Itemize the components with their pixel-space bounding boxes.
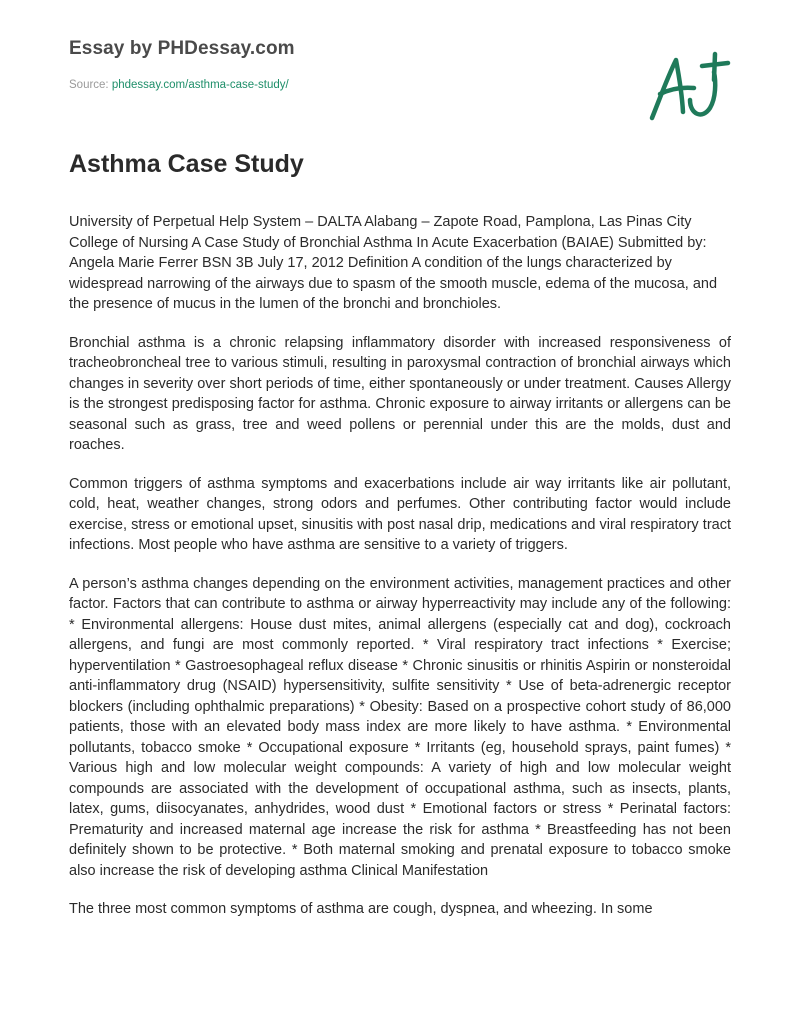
source-line: [69, 79, 289, 91]
paragraph-definition: Bronchial asthma is a chronic relapsing inflammatory disorder with increased responsiveness of tracheobroncheal tree to various stimuli, resulting in paroxysmal contraction of bronchial airways which changes in severity over short periods of time, either spontaneously or under treatment. Causes Allergy is the strongest predisposing factor for asthma. Chronic exposure to airway irritants or allergens can be seasonal such as grass, tree and weed pollens or perennial under this are the molds, dust and roaches.: [69, 334, 731, 453]
paragraph-intro: University of Perpetual Help System – DALTA Alabang – Zapote Road, Pamplona, Las Pinas City College of Nursing A Case Study of Bronchial Asthma In Acute Exacerbation (BAIAE) Submitted by: Angela Marie Ferrer BSN 3B July 17, 2012 Definition A condition of the lungs characterized by widespread narrowing of the airways due to spasm of the smooth muscle, edema of the mucosa, and the presence of mucus in the lumen of the bronchi and bronchioles.: [69, 214, 718, 312]
paragraph-symptoms: The three most common symptoms of asthma are cough, dyspnea, and wheezing. In some: [69, 901, 653, 917]
document-title: Asthma Case Study: [69, 150, 304, 178]
paragraph-triggers: Common triggers of asthma symptoms and exacerbations include air way irritants like air pollutant, cold, heat, weather changes, strong odors and perfumes. Other contributing factor would include exercise, stress or emotional upset, sinusitis with post nasal drip, medications and viral respiratory tract infections. Most people who have asthma are sensitive to a variety of triggers.: [69, 475, 731, 553]
source-link[interactable]: phdessay.com/asthma-case-study/: [111, 79, 289, 91]
document-body: [69, 212, 731, 1014]
a-plus-logo-icon: [638, 48, 738, 128]
paragraph-factors: A person’s asthma changes depending on the environment activities, management practices and other factor. Factors that can contribute to asthma or airway hyperreactivity may include any of the following: * Environmental allergens: House dust mites, animal allergens (especially cat and dog), cockroach allergens, and fungi are most commonly reported. * Viral respiratory tract infections * Exercise; hyperventilation * Gastroesophageal reflux disease * Chronic sinusitis or rhinitis Aspirin or nonsteroidal anti-inflammatory drug (NSAID) hypersensitivity, sulfite sensitivity * Use of beta-adrenergic receptor blockers (including ophthalmic preparations) * Obesity: Based on a prospective cohort study of 86,000 patients, those with an elevated body mass index are more likely to have asthma. * Environmental pollutants, tobacco smoke * Occupational exposure * Irritants (eg, household sprays, paint fumes) * Various high and low molecular weight compounds: A variety of high and low molecular weight compounds are associated with the development of occupational asthma, such as insects, plants, latex, gums, diisocyanates, anhydrides, wood dust * Emotional factors or stress * Perinatal factors: Prematurity and increased maternal age increase the risk for asthma * Breastfeeding has not been definitely shown to be protective. * Both maternal smoking and prenatal exposure to tobacco smoke also increase the risk of developing asthma Clinical Manifestation: [69, 575, 731, 879]
source-label: Source:: [69, 79, 109, 91]
site-title: Essay by PHDessay.com: [69, 38, 295, 59]
